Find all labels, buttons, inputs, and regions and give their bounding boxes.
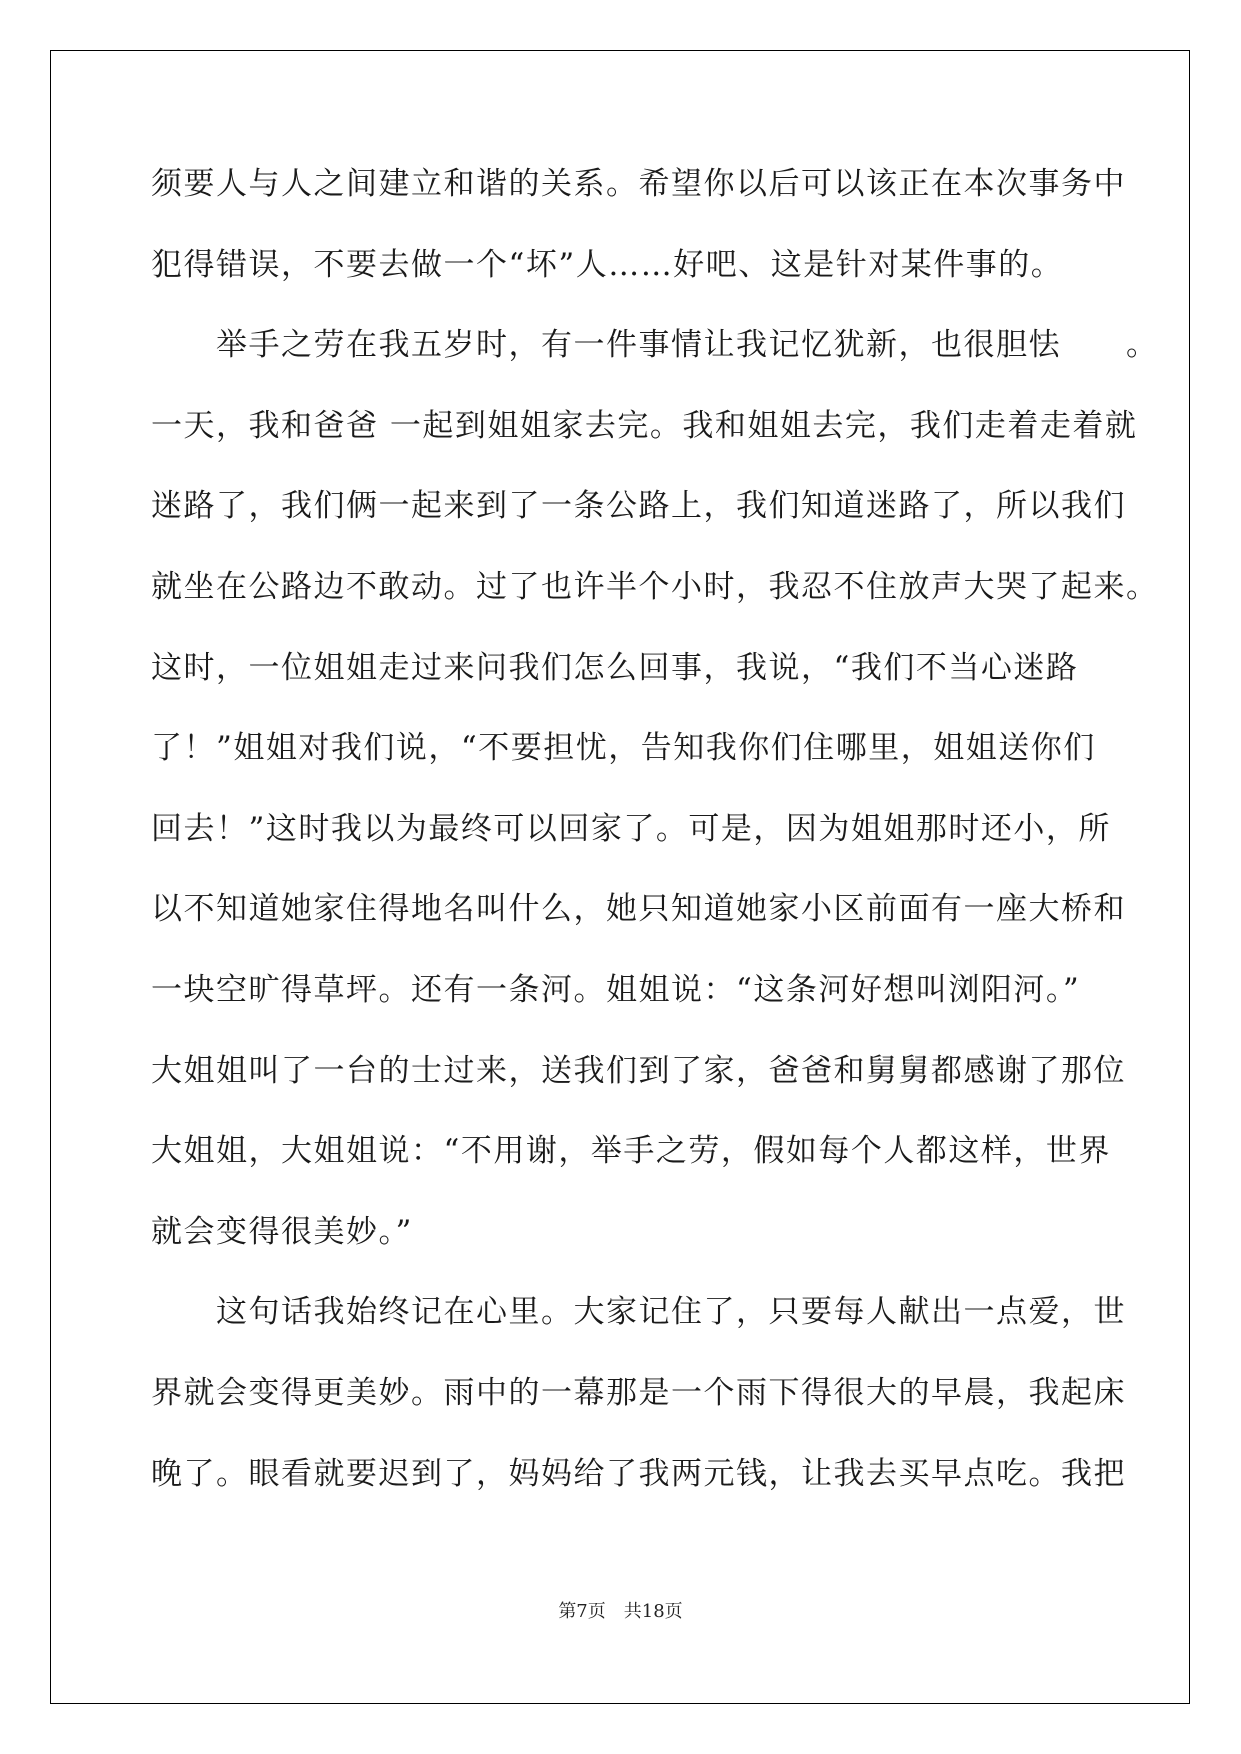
text-line: 这时，一位姐姐走过来问我们怎么回事，我说，“我们不当心迷路 xyxy=(151,649,1079,686)
text-line: 回去！”这时我以为最终可以回家了。可是，因为姐姐那时还小，所 xyxy=(151,810,1111,847)
text-line: 就坐在公路边不敢动。过了也许半个小时，我忍不住放声大哭了起来。 xyxy=(151,568,1159,605)
text-line: 一天，我和爸爸 一起到姐姐家去完。我和姐姐去完，我们走着走着就 xyxy=(151,407,1138,444)
text-line: 大姐姐，大姐姐说：“不用谢，举手之劳，假如每个人都这样，世界 xyxy=(151,1133,1111,1170)
text-line: 须要人与人之间建立和谐的关系。希望你以后可以该正在本次事务中 xyxy=(151,166,1126,202)
text-line: 晚了。眼看就要迟到了，妈妈给了我两元钱，让我去买早点吃。我把 xyxy=(151,1455,1126,1492)
text-line: 犯得错误，不要去做一个“坏”人……好吧、这是针对某件事的。 xyxy=(151,246,1064,283)
text-line: 举手之劳在我五岁时，有一件事情让我记忆犹新，也很胆怯 。 xyxy=(151,327,1159,364)
text-line: 迷路了，我们俩一起来到了一条公路上，我们知道迷路了，所以我们 xyxy=(151,488,1126,525)
text-line: 了！”姐姐对我们说，“不要担忧，告知我你们住哪里，姐姐送你们 xyxy=(151,730,1096,767)
document-body xyxy=(151,162,1159,1532)
text-line: 大姐姐叫了一台的士过来，送我们到了家，爸爸和舅舅都感谢了那位 xyxy=(151,1052,1126,1089)
text-line: 以不知道她家住得地名叫什么，她只知道她家小区前面有一座大桥和 xyxy=(151,891,1126,928)
text-line: 界就会变得更美妙。雨中的一幕那是一个雨下得很大的早晨，我起床 xyxy=(151,1374,1126,1411)
text-line: 这句话我始终记在心里。大家记住了，只要每人献出一点爱，世 xyxy=(151,1294,1126,1331)
page-number: 第7页 共18页 xyxy=(558,1601,683,1622)
text-line: 一块空旷得草坪。还有一条河。姐姐说：“这条河好想叫浏阳河。” xyxy=(151,971,1081,1008)
text-line: 就会变得很美妙。” xyxy=(151,1213,413,1250)
